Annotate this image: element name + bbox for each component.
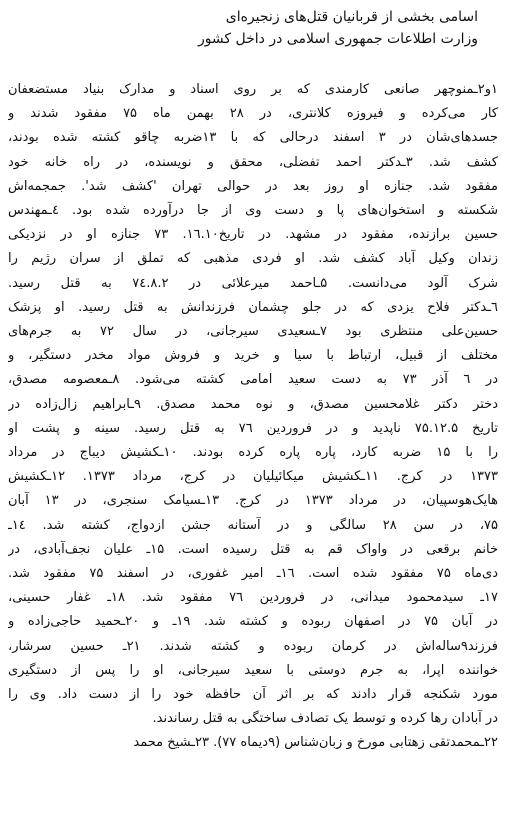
- body-line: در آبان ۷۵ در اصفهان ربوده و کشته شد. ۱۹ـ و ۲۰ـحمید حاجی‌زاده و: [8, 614, 498, 630]
- body-line: در ٦ آذر ۷۳ به دست سعید امامی کشته می‌شود. ۸ـمعصومه مصدق،: [8, 372, 498, 388]
- body-line: کار می‌کرده و فیروزه کلانتری، در ۲۸ بهمن ماه ۷۵ مفقود شدند و: [8, 106, 498, 122]
- body-line: خانم برقعی در واواک قم به قتل رسیده است. ۱۵ـ علیان نجف‌آبادی، در: [8, 541, 498, 557]
- body-line: شرک آلود می‌دانست. ۵ـاحمد میرعلائی در ۷٤.۸.۲ به قتل رسید.: [8, 275, 498, 291]
- body-line: مفقود شد. جنازه او روز بعد در حوالی تهران 'کشف شد'. جمجمه‌اش: [8, 178, 498, 194]
- title-line-2: وزارت اطلاعات جمهوری اسلامی در داخل کشور: [197, 31, 478, 47]
- body-line: حسین برازنده، مفقود در مشهد. در تاریخ۱٦.۱۰. ۷۳ جنازه او در نزدیکی: [8, 227, 498, 243]
- body-line: فرزند۹ساله‌اش در کرمان ربوده و کشته شدند. ۲۱ـ حسین سرشار،: [8, 638, 498, 654]
- body-line: هایک‌هوسپیان، در مرداد ۱۳۷۳ در کرج. ۱۳ـسیامک سنجری، در ۱۳ آبان: [8, 493, 498, 509]
- document-title: [8, 6, 498, 50]
- body-line: ۷۵، در سن ۲۸ سالگی و در آستانه جشن ازدواج، کشته شد. ۱٤ـ: [8, 517, 498, 533]
- body-line: ۱و۲ـمنوچهر صانعی کارمندی که بر روی اسناد و مدارک بنیاد مستضعفان: [8, 82, 498, 97]
- body-line: ۱۳۷۳ در کرج. ۱۱ـکشیش میکائیلیان در کرج، مرداد ۱۳۷۳. ۱۲ـکشیش: [8, 469, 498, 485]
- body-line: ٦ـدکتر فلاح یزدی که در جلو چشمان فرزندانش به قتل رسید. او پزشک: [8, 299, 498, 315]
- body-line: حسین‌علی منتظری بود ۷ـسعیدی سیرجانی، در سال ۷۲ به جرم‌های: [8, 324, 498, 340]
- body-line: جسدهای‌شان در ۳ اسفند درحالی که با ۱۳ضربه چاقو کشته شده بودند،: [8, 130, 498, 146]
- body-line: زندان وکیل آباد کشف شد. او فردی مذهبی که تملق از سران رژیم را: [8, 251, 498, 267]
- body-line: ۲۲ـمحمدتقی زهتابی مورخ و زبان‌شناس (۹دیماه ۷۷). ۲۳ـشیخ محمد: [133, 735, 498, 751]
- body-line: کشف شد. ۳ـدکتر احمد تفضلی، محقق و نویسنده، در راه خانه خود: [8, 154, 498, 170]
- body-line: در آبادان رها کرده و توسط یک تصادف ساختگی به قتل رساندند.: [152, 711, 498, 727]
- title-line-1: اسامی بخشی از قربانیان قتل‌های زنجیره‌ای: [225, 9, 478, 25]
- body-line: دختر دکتر غلامحسین مصدق، و نوه محمد مصدق. ۹ـابراهیم زال‌زاده در: [8, 396, 498, 412]
- body-line: مختلف از قبیل، ارتباط با سیا و خرید و فروش مواد مخدر دستگیر، و: [8, 348, 498, 364]
- body-line: دی‌ماه ۷۵ مفقود شده است. ۱٦ـ امیر غفوری، در اسفند ۷۵ مفقود شد.: [8, 566, 498, 582]
- body-line: شکسته و استخوان‌های پا و دست وی از جا درآورده شده بود. ٤ـمهندس: [8, 203, 498, 219]
- body-line: خواننده اپرا، به جرم دوستی با سعید سیرجانی، او را پس از دستگیری: [8, 662, 498, 678]
- body-line: تاریخ ۷۵.۱۲.۵ ناپدید و در فروردین ۷٦ به قتل رسید. سینه و پشت او: [8, 420, 498, 436]
- document-body: [8, 78, 498, 756]
- body-line: ۱۷ـ سیدمحمود میدانی، در فروردین ۷٦ مفقود شد. ۱۸ـ غفار حسینی،: [8, 590, 498, 606]
- body-line: را با ۱۵ ضربه کارد، پاره پاره کرده بودند. ۱۰ـکشیش دیباج در مرداد: [8, 445, 498, 461]
- body-line: مورد شکنجه قرار دادند که بر اثر آن حافظه خود را از دست داد. وی را: [8, 687, 498, 703]
